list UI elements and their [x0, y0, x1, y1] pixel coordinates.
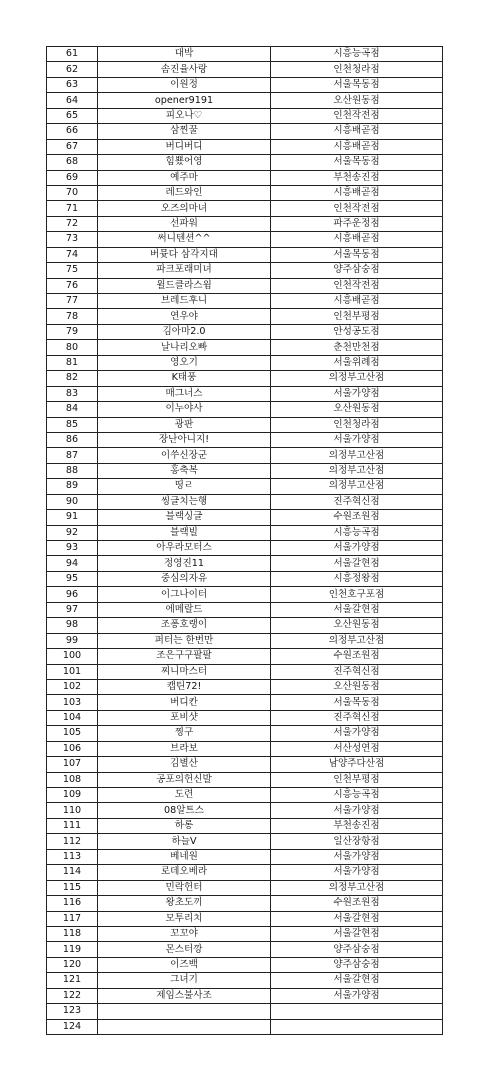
- table-row: [47, 108, 443, 123]
- table-row: [47, 340, 443, 355]
- branch-cell: 인천작전점: [271, 108, 443, 123]
- row-number-cell: 105: [47, 726, 98, 741]
- row-number-cell: 64: [47, 93, 98, 108]
- branch-cell: 일산장항점: [271, 834, 443, 849]
- participant-table-body: [47, 47, 443, 1035]
- table-row: [47, 93, 443, 108]
- table-row: [47, 772, 443, 787]
- nickname-cell: 하늘V: [98, 834, 271, 849]
- row-number-cell: 99: [47, 633, 98, 648]
- nickname-cell: 힘뿄어영: [98, 155, 271, 170]
- branch-cell: 의정부고산점: [271, 371, 443, 386]
- row-number-cell: 117: [47, 911, 98, 926]
- nickname-cell: 하롱: [98, 818, 271, 833]
- row-number-cell: 120: [47, 957, 98, 972]
- nickname-cell: 민락헌터: [98, 880, 271, 895]
- nickname-cell: 써니텐션^^: [98, 232, 271, 247]
- participant-table: [46, 46, 443, 1035]
- table-row: [47, 525, 443, 540]
- table-row: [47, 494, 443, 509]
- branch-cell: 의정부고산점: [271, 463, 443, 478]
- row-number-cell: 102: [47, 679, 98, 694]
- branch-cell: 서울목동점: [271, 77, 443, 92]
- table-row: [47, 1004, 443, 1019]
- branch-cell: 인천작전점: [271, 201, 443, 216]
- nickname-cell: 조은구구팔팔: [98, 649, 271, 664]
- nickname-cell: 이쑤신장군: [98, 448, 271, 463]
- table-row: [47, 417, 443, 432]
- row-number-cell: 115: [47, 880, 98, 895]
- nickname-cell: 그녀기: [98, 973, 271, 988]
- table-row: [47, 294, 443, 309]
- branch-cell: 안성공도점: [271, 324, 443, 339]
- nickname-cell: 08알트스: [98, 803, 271, 818]
- branch-cell: 시흥배곧점: [271, 139, 443, 154]
- nickname-cell: 레드와인: [98, 185, 271, 200]
- table-row: [47, 556, 443, 571]
- row-number-cell: 71: [47, 201, 98, 216]
- table-row: [47, 185, 443, 200]
- row-number-cell: 63: [47, 77, 98, 92]
- row-number-cell: 78: [47, 309, 98, 324]
- nickname-cell: 이누야사: [98, 402, 271, 417]
- branch-cell: 서울갈현점: [271, 973, 443, 988]
- branch-cell: 인천호구포점: [271, 587, 443, 602]
- nickname-cell: 찡구: [98, 726, 271, 741]
- nickname-cell: 예주마: [98, 170, 271, 185]
- nickname-cell: 중심의자유: [98, 571, 271, 586]
- row-number-cell: 91: [47, 510, 98, 525]
- nickname-cell: 장난아니지!: [98, 432, 271, 447]
- table-row: [47, 139, 443, 154]
- table-row: [47, 649, 443, 664]
- branch-cell: 오산원동점: [271, 618, 443, 633]
- table-row: [47, 726, 443, 741]
- row-number-cell: 100: [47, 649, 98, 664]
- table-row: [47, 432, 443, 447]
- table-row: [47, 1019, 443, 1034]
- row-number-cell: 121: [47, 973, 98, 988]
- nickname-cell: 윌드클라스윔: [98, 278, 271, 293]
- branch-cell: 서울가양점: [271, 988, 443, 1003]
- branch-cell: 인천부평점: [271, 309, 443, 324]
- row-number-cell: 81: [47, 355, 98, 370]
- row-number-cell: 80: [47, 340, 98, 355]
- branch-cell: 시흥배곧점: [271, 232, 443, 247]
- nickname-cell: 왕초도끼: [98, 896, 271, 911]
- branch-cell: 오산원동점: [271, 679, 443, 694]
- nickname-cell: 날나리오빠: [98, 340, 271, 355]
- branch-cell: 시흥배곧점: [271, 294, 443, 309]
- row-number-cell: 66: [47, 124, 98, 139]
- nickname-cell: 모투리치: [98, 911, 271, 926]
- nickname-cell: 블랙빌: [98, 525, 271, 540]
- row-number-cell: 88: [47, 463, 98, 478]
- nickname-cell: 대박: [98, 47, 271, 62]
- nickname-cell: 베네원: [98, 849, 271, 864]
- nickname-cell: 제임스불사조: [98, 988, 271, 1003]
- row-number-cell: 61: [47, 47, 98, 62]
- row-number-cell: 65: [47, 108, 98, 123]
- table-row: [47, 402, 443, 417]
- nickname-cell: K태풍: [98, 371, 271, 386]
- row-number-cell: 106: [47, 741, 98, 756]
- table-row: [47, 633, 443, 648]
- nickname-cell: 솜진율사랑: [98, 62, 271, 77]
- nickname-cell: 아우라모터스: [98, 541, 271, 556]
- branch-cell: 진주혁신점: [271, 664, 443, 679]
- nickname-cell: 피오나♡: [98, 108, 271, 123]
- row-number-cell: 73: [47, 232, 98, 247]
- row-number-cell: 110: [47, 803, 98, 818]
- table-row: [47, 124, 443, 139]
- table-row: [47, 77, 443, 92]
- table-row: [47, 695, 443, 710]
- branch-cell: 인천청라점: [271, 417, 443, 432]
- table-row: [47, 278, 443, 293]
- table-row: [47, 216, 443, 231]
- table-row: [47, 896, 443, 911]
- table-row: [47, 942, 443, 957]
- branch-cell: 의정부고산점: [271, 479, 443, 494]
- table-row: [47, 803, 443, 818]
- table-row: [47, 62, 443, 77]
- branch-cell: 서울가양점: [271, 849, 443, 864]
- row-number-cell: 74: [47, 247, 98, 262]
- row-number-cell: 104: [47, 710, 98, 725]
- row-number-cell: 87: [47, 448, 98, 463]
- branch-cell: 시흥배곧점: [271, 185, 443, 200]
- branch-cell: 서울가양점: [271, 726, 443, 741]
- table-row: [47, 988, 443, 1003]
- table-row: [47, 510, 443, 525]
- branch-cell: [271, 1004, 443, 1019]
- table-row: [47, 679, 443, 694]
- table-row: [47, 710, 443, 725]
- nickname-cell: [98, 1004, 271, 1019]
- nickname-cell: 꼬꼬야: [98, 926, 271, 941]
- row-number-cell: 111: [47, 818, 98, 833]
- nickname-cell: 브레드후니: [98, 294, 271, 309]
- table-row: [47, 463, 443, 478]
- nickname-cell: 영오기: [98, 355, 271, 370]
- branch-cell: 서울위례점: [271, 355, 443, 370]
- nickname-cell: 김별산: [98, 757, 271, 772]
- nickname-cell: 찌니마스터: [98, 664, 271, 679]
- branch-cell: 서울갈현점: [271, 602, 443, 617]
- branch-cell: 춘천만천점: [271, 340, 443, 355]
- nickname-cell: 이즈백: [98, 957, 271, 972]
- row-number-cell: 94: [47, 556, 98, 571]
- branch-cell: 수원조원점: [271, 896, 443, 911]
- table-row: [47, 263, 443, 278]
- table-row: [47, 757, 443, 772]
- row-number-cell: 101: [47, 664, 98, 679]
- row-number-cell: 112: [47, 834, 98, 849]
- branch-cell: 양주삼숭점: [271, 942, 443, 957]
- branch-cell: 진주혁신점: [271, 710, 443, 725]
- table-row: [47, 880, 443, 895]
- branch-cell: 서산성연점: [271, 741, 443, 756]
- row-number-cell: 67: [47, 139, 98, 154]
- branch-cell: 서울가양점: [271, 865, 443, 880]
- row-number-cell: 108: [47, 772, 98, 787]
- nickname-cell: 연우야: [98, 309, 271, 324]
- branch-cell: 서울갈현점: [271, 926, 443, 941]
- table-row: [47, 865, 443, 880]
- table-row: [47, 324, 443, 339]
- table-row: [47, 926, 443, 941]
- nickname-cell: 이원정: [98, 77, 271, 92]
- nickname-cell: 몬스터깡: [98, 942, 271, 957]
- branch-cell: 의정부고산점: [271, 448, 443, 463]
- table-row: [47, 587, 443, 602]
- nickname-cell: 포비샷: [98, 710, 271, 725]
- branch-cell: 서울갈현점: [271, 556, 443, 571]
- nickname-cell: 홍축복: [98, 463, 271, 478]
- branch-cell: 오산원동점: [271, 402, 443, 417]
- row-number-cell: 77: [47, 294, 98, 309]
- branch-cell: 인천작전점: [271, 278, 443, 293]
- nickname-cell: 조퐁호랭이: [98, 618, 271, 633]
- nickname-cell: [98, 1019, 271, 1034]
- row-number-cell: 92: [47, 525, 98, 540]
- table-row: [47, 973, 443, 988]
- table-row: [47, 386, 443, 401]
- nickname-cell: 버디칸: [98, 695, 271, 710]
- nickname-cell: 띵ㄹ: [98, 479, 271, 494]
- branch-cell: 시흥배곧점: [271, 124, 443, 139]
- branch-cell: 서울목동점: [271, 155, 443, 170]
- branch-cell: 서울가양점: [271, 803, 443, 818]
- branch-cell: 시흥능곡점: [271, 525, 443, 540]
- row-number-cell: 70: [47, 185, 98, 200]
- table-row: [47, 834, 443, 849]
- table-row: [47, 664, 443, 679]
- row-number-cell: 96: [47, 587, 98, 602]
- row-number-cell: 98: [47, 618, 98, 633]
- nickname-cell: 오즈의마녀: [98, 201, 271, 216]
- row-number-cell: 69: [47, 170, 98, 185]
- branch-cell: 서울목동점: [271, 247, 443, 262]
- table-row: [47, 309, 443, 324]
- nickname-cell: 광판: [98, 417, 271, 432]
- branch-cell: 의정부고산점: [271, 880, 443, 895]
- row-number-cell: 85: [47, 417, 98, 432]
- branch-cell: 서울가양점: [271, 386, 443, 401]
- row-number-cell: 83: [47, 386, 98, 401]
- nickname-cell: 김아마2.0: [98, 324, 271, 339]
- table-row: [47, 47, 443, 62]
- nickname-cell: opener9191: [98, 93, 271, 108]
- table-row: [47, 355, 443, 370]
- row-number-cell: 62: [47, 62, 98, 77]
- row-number-cell: 114: [47, 865, 98, 880]
- row-number-cell: 79: [47, 324, 98, 339]
- table-row: [47, 155, 443, 170]
- branch-cell: 서울갈현점: [271, 911, 443, 926]
- table-row: [47, 247, 443, 262]
- table-row: [47, 232, 443, 247]
- nickname-cell: 버뮷다 삼각지대: [98, 247, 271, 262]
- branch-cell: 부천송진점: [271, 170, 443, 185]
- branch-cell: 오산원동점: [271, 93, 443, 108]
- row-number-cell: 76: [47, 278, 98, 293]
- nickname-cell: 삼찐꿀: [98, 124, 271, 139]
- branch-cell: 서울가양점: [271, 541, 443, 556]
- nickname-cell: 씽글치는행: [98, 494, 271, 509]
- row-number-cell: 89: [47, 479, 98, 494]
- table-row: [47, 170, 443, 185]
- nickname-cell: 블랙싱글: [98, 510, 271, 525]
- branch-cell: 시흥정왕점: [271, 571, 443, 586]
- row-number-cell: 118: [47, 926, 98, 941]
- table-row: [47, 818, 443, 833]
- registration-sheet: [46, 46, 442, 1035]
- nickname-cell: 도련: [98, 788, 271, 803]
- row-number-cell: 93: [47, 541, 98, 556]
- table-row: [47, 371, 443, 386]
- row-number-cell: 97: [47, 602, 98, 617]
- branch-cell: 시흥능곡점: [271, 47, 443, 62]
- table-row: [47, 741, 443, 756]
- branch-cell: 남양주다산점: [271, 757, 443, 772]
- row-number-cell: 116: [47, 896, 98, 911]
- nickname-cell: 매그너스: [98, 386, 271, 401]
- branch-cell: 시흥능곡점: [271, 788, 443, 803]
- table-row: [47, 448, 443, 463]
- row-number-cell: 107: [47, 757, 98, 772]
- row-number-cell: 109: [47, 788, 98, 803]
- nickname-cell: 공포의헌신발: [98, 772, 271, 787]
- branch-cell: 수원조원점: [271, 649, 443, 664]
- table-row: [47, 788, 443, 803]
- branch-cell: 의정부고산점: [271, 633, 443, 648]
- row-number-cell: 68: [47, 155, 98, 170]
- nickname-cell: 버디버디: [98, 139, 271, 154]
- table-row: [47, 201, 443, 216]
- nickname-cell: 선파워: [98, 216, 271, 231]
- table-row: [47, 849, 443, 864]
- branch-cell: 양주삼숭점: [271, 957, 443, 972]
- table-row: [47, 571, 443, 586]
- branch-cell: 부천송진점: [271, 818, 443, 833]
- row-number-cell: 72: [47, 216, 98, 231]
- row-number-cell: 122: [47, 988, 98, 1003]
- row-number-cell: 84: [47, 402, 98, 417]
- row-number-cell: 119: [47, 942, 98, 957]
- table-row: [47, 957, 443, 972]
- branch-cell: 인천부평점: [271, 772, 443, 787]
- branch-cell: 서울목동점: [271, 695, 443, 710]
- branch-cell: [271, 1019, 443, 1034]
- row-number-cell: 75: [47, 263, 98, 278]
- table-row: [47, 541, 443, 556]
- table-row: [47, 602, 443, 617]
- nickname-cell: 브라보: [98, 741, 271, 756]
- table-row: [47, 911, 443, 926]
- table-row: [47, 618, 443, 633]
- row-number-cell: 103: [47, 695, 98, 710]
- nickname-cell: 파크포래미녀: [98, 263, 271, 278]
- nickname-cell: 로데오베라: [98, 865, 271, 880]
- row-number-cell: 113: [47, 849, 98, 864]
- row-number-cell: 86: [47, 432, 98, 447]
- nickname-cell: 퍼터는 한번만: [98, 633, 271, 648]
- branch-cell: 파주운정점: [271, 216, 443, 231]
- nickname-cell: 에메랄드: [98, 602, 271, 617]
- branch-cell: 서울가양점: [271, 432, 443, 447]
- row-number-cell: 124: [47, 1019, 98, 1034]
- row-number-cell: 123: [47, 1004, 98, 1019]
- branch-cell: 진주혁신점: [271, 494, 443, 509]
- nickname-cell: 정영진11: [98, 556, 271, 571]
- nickname-cell: 캡틴72!: [98, 679, 271, 694]
- branch-cell: 수원조원점: [271, 510, 443, 525]
- nickname-cell: 이그나이터: [98, 587, 271, 602]
- table-row: [47, 479, 443, 494]
- branch-cell: 양주삼숭점: [271, 263, 443, 278]
- branch-cell: 인천청라점: [271, 62, 443, 77]
- row-number-cell: 90: [47, 494, 98, 509]
- row-number-cell: 95: [47, 571, 98, 586]
- row-number-cell: 82: [47, 371, 98, 386]
